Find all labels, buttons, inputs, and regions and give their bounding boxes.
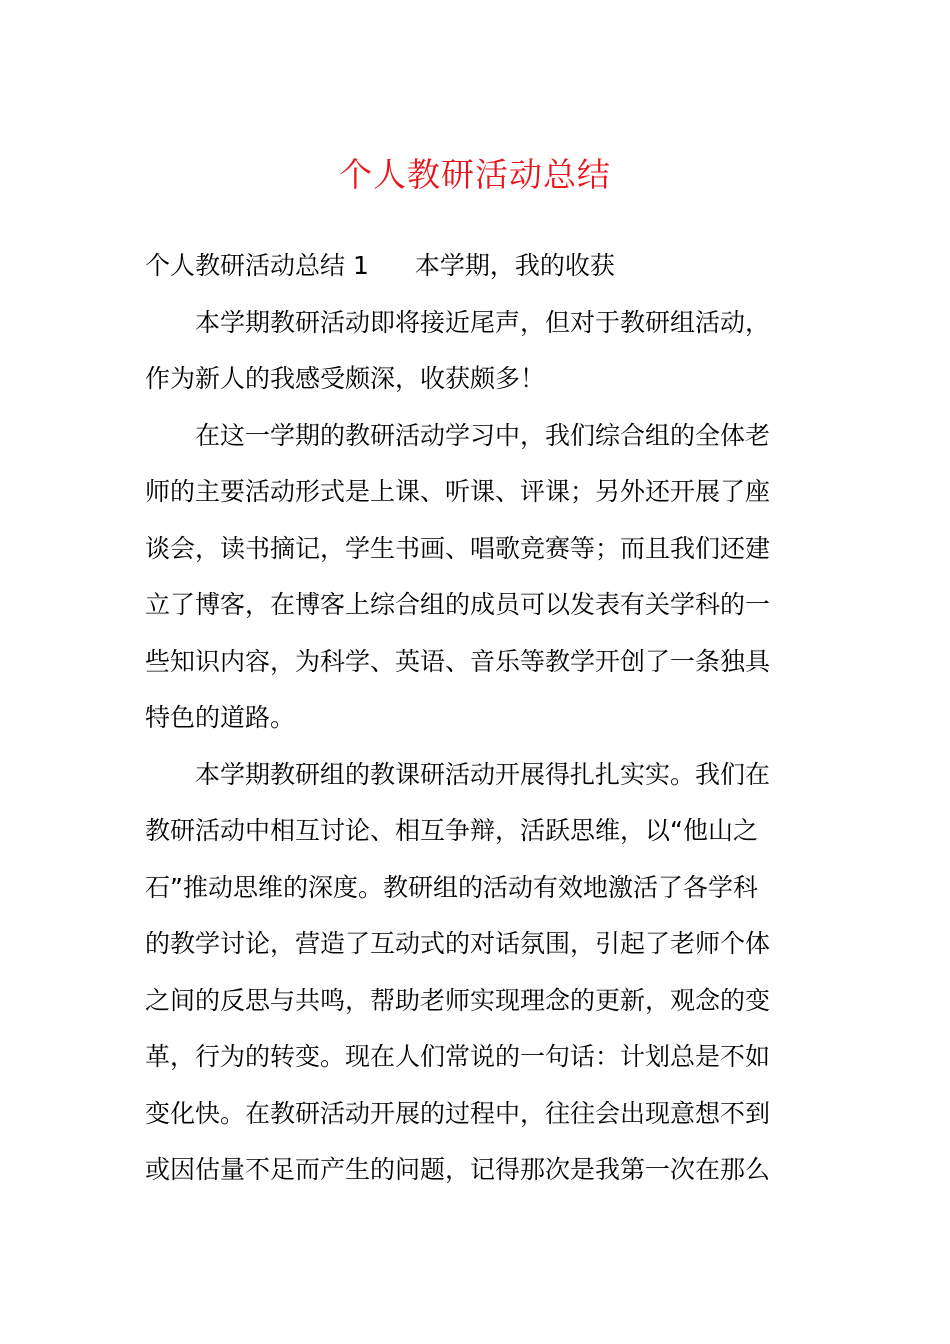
section-subheading: 本学期，我的收获	[414, 251, 615, 280]
document-title: 个人教研活动总结	[339, 155, 611, 194]
paragraph-line: 立了博客，在博客上综合组的成员可以发表有关学科的一	[145, 590, 771, 619]
document-body	[145, 238, 790, 1199]
paragraph-line: 石”推动思维的深度。教研组的活动有效地激活了各学科	[145, 872, 758, 902]
paragraph-line: 特色的道路。	[145, 703, 296, 732]
paragraph-line: 师的主要活动形式是上课、听课、评课；另外还开展了座	[145, 477, 771, 506]
paragraph-line: 些知识内容，为科学、英语、音乐等教学开创了一条独具	[145, 646, 771, 676]
section-heading: 个人教研活动总结 1	[145, 251, 369, 280]
paragraph-line: 的教学讨论，营造了互动式的对话氛围，引起了老师个体	[145, 929, 771, 958]
paragraph-line: 在这一学期的教研活动学习中，我们综合组的全体老	[195, 420, 771, 450]
paragraph-line: 变化快。在教研活动开展的过程中，往往会出现意想不到	[145, 1098, 771, 1128]
paragraph-line: 谈会，读书摘记，学生书画、唱歌竞赛等；而且我们还建	[145, 533, 771, 563]
paragraph-line: 作为新人的我感受颇深，收获颇多！	[145, 364, 546, 393]
paragraph-line: 本学期教研组的教课研活动开展得扎扎实实。我们在	[195, 759, 771, 789]
paragraph-line: 本学期教研活动即将接近尾声，但对于教研组活动，	[195, 307, 771, 337]
paragraph-line: 或因估量不足而产生的问题，记得那次是我第一次在那么	[145, 1155, 771, 1184]
section-heading-line	[145, 238, 790, 295]
paragraph-line: 教研活动中相互讨论、相互争辩，活跃思维，以“他山之	[145, 816, 758, 845]
paragraph-line: 之间的反思与共鸣，帮助老师实现理念的更新，观念的变	[145, 985, 771, 1015]
paragraph-line: 革，行为的转变。现在人们常说的一句话：计划总是不如	[145, 1042, 771, 1071]
